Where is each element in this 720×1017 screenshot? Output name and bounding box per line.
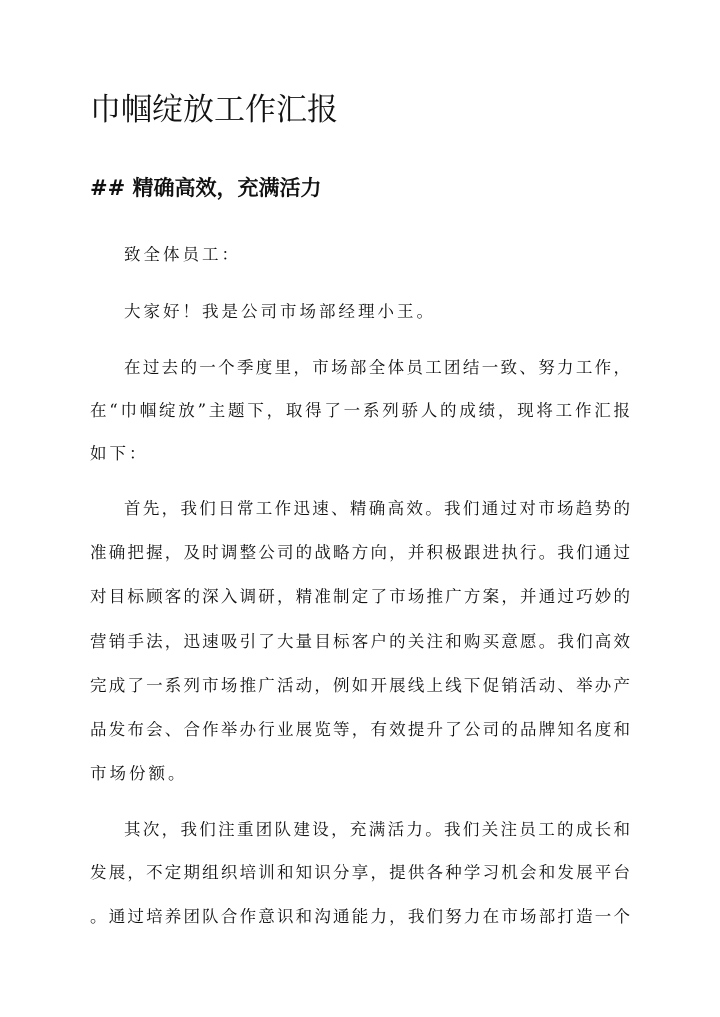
paragraph1-line: 营销手法，迅速吸引了大量目标客户的关注和购买意愿。我们高效	[90, 632, 630, 651]
document-title: 巾帼绽放工作汇报	[90, 92, 338, 128]
paragraph1-line: 市场份额。	[90, 764, 188, 783]
intro-line: 在过去的一个季度里，市场部全体员工团结一致、努力工作，	[124, 358, 630, 377]
intro-line: 如下：	[90, 444, 149, 463]
paragraph1-line: 对目标顾客的深入调研，精准制定了市场推广方案，并通过巧妙的	[90, 587, 630, 606]
paragraph2-line: 。通过培养团队合作意识和沟通能力，我们努力在市场部打造一个	[90, 907, 630, 926]
greeting: 大家好！我是公司市场部经理小王。	[124, 302, 436, 321]
salutation: 致全体员工：	[124, 245, 241, 264]
paragraph1-line: 品发布会、合作举办行业展览等，有效提升了公司的品牌知名度和	[90, 720, 630, 739]
paragraph2-line: 其次，我们注重团队建设，充满活力。我们关注员工的成长和	[124, 820, 630, 839]
paragraph1-line: 首先，我们日常工作迅速、精确高效。我们通过对市场趋势的	[124, 499, 630, 518]
paragraph1-line: 完成了一系列市场推广活动，例如开展线上线下促销活动、举办产	[90, 676, 630, 695]
paragraph1-line: 准确把握，及时调整公司的战略方向，并积极跟进执行。我们通过	[90, 543, 630, 562]
paragraph2-line: 发展，不定期组织培训和知识分享，提供各种学习机会和发展平台	[90, 863, 630, 882]
section-heading: ## 精确高效，充满活力	[90, 175, 322, 200]
intro-line: 在“巾帼绽放”主题下，取得了一系列骄人的成绩，现将工作汇报	[90, 401, 630, 420]
